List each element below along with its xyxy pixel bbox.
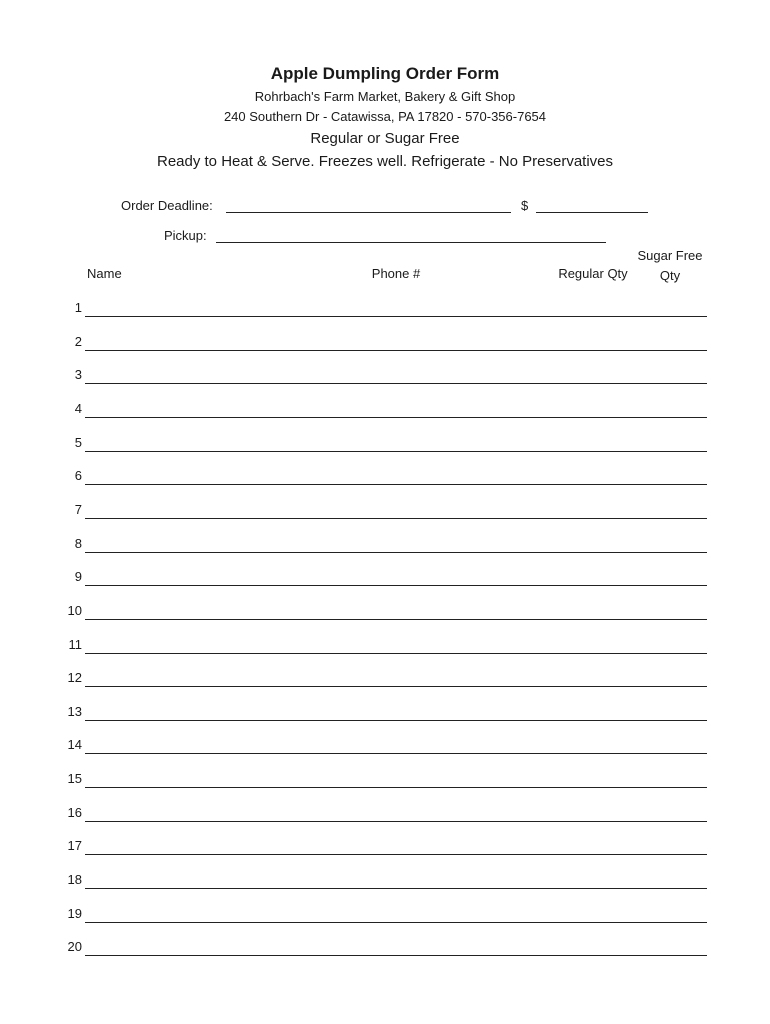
order-row[interactable] [60,502,710,522]
price-field[interactable] [536,212,648,213]
row-number: 16 [67,804,82,820]
order-deadline-field[interactable] [226,212,511,213]
order-row[interactable] [60,401,710,421]
order-row[interactable] [60,939,710,959]
row-number: 20 [67,939,82,955]
row-number: 7 [74,501,82,517]
column-header-phone: Phone # [371,266,421,281]
row-entry-line[interactable] [85,316,707,317]
row-entry-line[interactable] [85,753,707,754]
business-name: Rohrbach's Farm Market, Bakery & Gift Shop [254,89,516,104]
row-entry-line[interactable] [85,787,707,788]
row-number: 11 [68,636,82,652]
row-number: 12 [67,670,82,686]
row-entry-line[interactable] [85,720,707,721]
row-number: 9 [74,569,82,585]
row-entry-line[interactable] [85,653,707,654]
order-row[interactable] [60,300,710,320]
order-row[interactable] [60,334,710,354]
row-number: 2 [74,333,82,349]
row-entry-line[interactable] [85,350,707,351]
row-entry-line[interactable] [85,922,707,923]
column-header-sugar-free-line2: Qty [659,268,681,283]
order-row[interactable] [60,536,710,556]
row-entry-line[interactable] [85,821,707,822]
row-entry-line[interactable] [85,888,707,889]
order-row[interactable] [60,737,710,757]
row-number: 19 [67,905,82,921]
form-tagline: Ready to Heat & Serve. Freezes well. Refrigerate - No Preservatives [156,153,613,170]
pickup-label: Pickup: [164,228,207,243]
pickup-field[interactable] [216,242,606,243]
order-row[interactable] [60,805,710,825]
row-number: 5 [74,434,82,450]
row-entry-line[interactable] [85,854,707,855]
column-header-regular-qty: Regular Qty [558,266,628,281]
row-number: 3 [74,367,82,383]
row-number: 14 [67,737,82,753]
column-header-sugar-free-qty [632,246,708,286]
order-row[interactable] [60,872,710,892]
row-number: 4 [74,400,82,416]
row-entry-line[interactable] [85,686,707,687]
column-header-sugar-free-line1: Sugar Free [637,248,703,263]
order-row[interactable] [60,771,710,791]
column-header-name: Name [87,266,122,281]
order-row[interactable] [60,670,710,690]
row-number: 18 [67,872,82,888]
order-row[interactable] [60,704,710,724]
row-number: 13 [67,703,82,719]
order-row[interactable] [60,906,710,926]
row-number: 6 [74,468,82,484]
row-number: 15 [67,771,82,787]
order-row[interactable] [60,468,710,488]
row-entry-line[interactable] [85,383,707,384]
price-label: $ [521,198,529,213]
order-row[interactable] [60,435,710,455]
order-row[interactable] [60,367,710,387]
row-number: 10 [67,602,82,618]
order-row[interactable] [60,637,710,657]
row-entry-line[interactable] [85,417,707,418]
row-number: 17 [67,838,82,854]
row-entry-line[interactable] [85,451,707,452]
form-title: Apple Dumpling Order Form [270,64,500,83]
row-entry-line[interactable] [85,955,707,956]
form-subtitle: Regular or Sugar Free [310,130,460,147]
row-entry-line[interactable] [85,518,707,519]
row-entry-line[interactable] [85,552,707,553]
row-entry-line[interactable] [85,585,707,586]
order-row[interactable] [60,569,710,589]
row-entry-line[interactable] [85,619,707,620]
order-row[interactable] [60,603,710,623]
order-row[interactable] [60,838,710,858]
business-address: 240 Southern Dr - Catawissa, PA 17820 - 570-356-7654 [223,109,547,124]
row-number: 1 [74,300,82,315]
order-deadline-label: Order Deadline: [121,198,213,213]
row-entry-line[interactable] [85,484,707,485]
row-number: 8 [74,535,82,551]
